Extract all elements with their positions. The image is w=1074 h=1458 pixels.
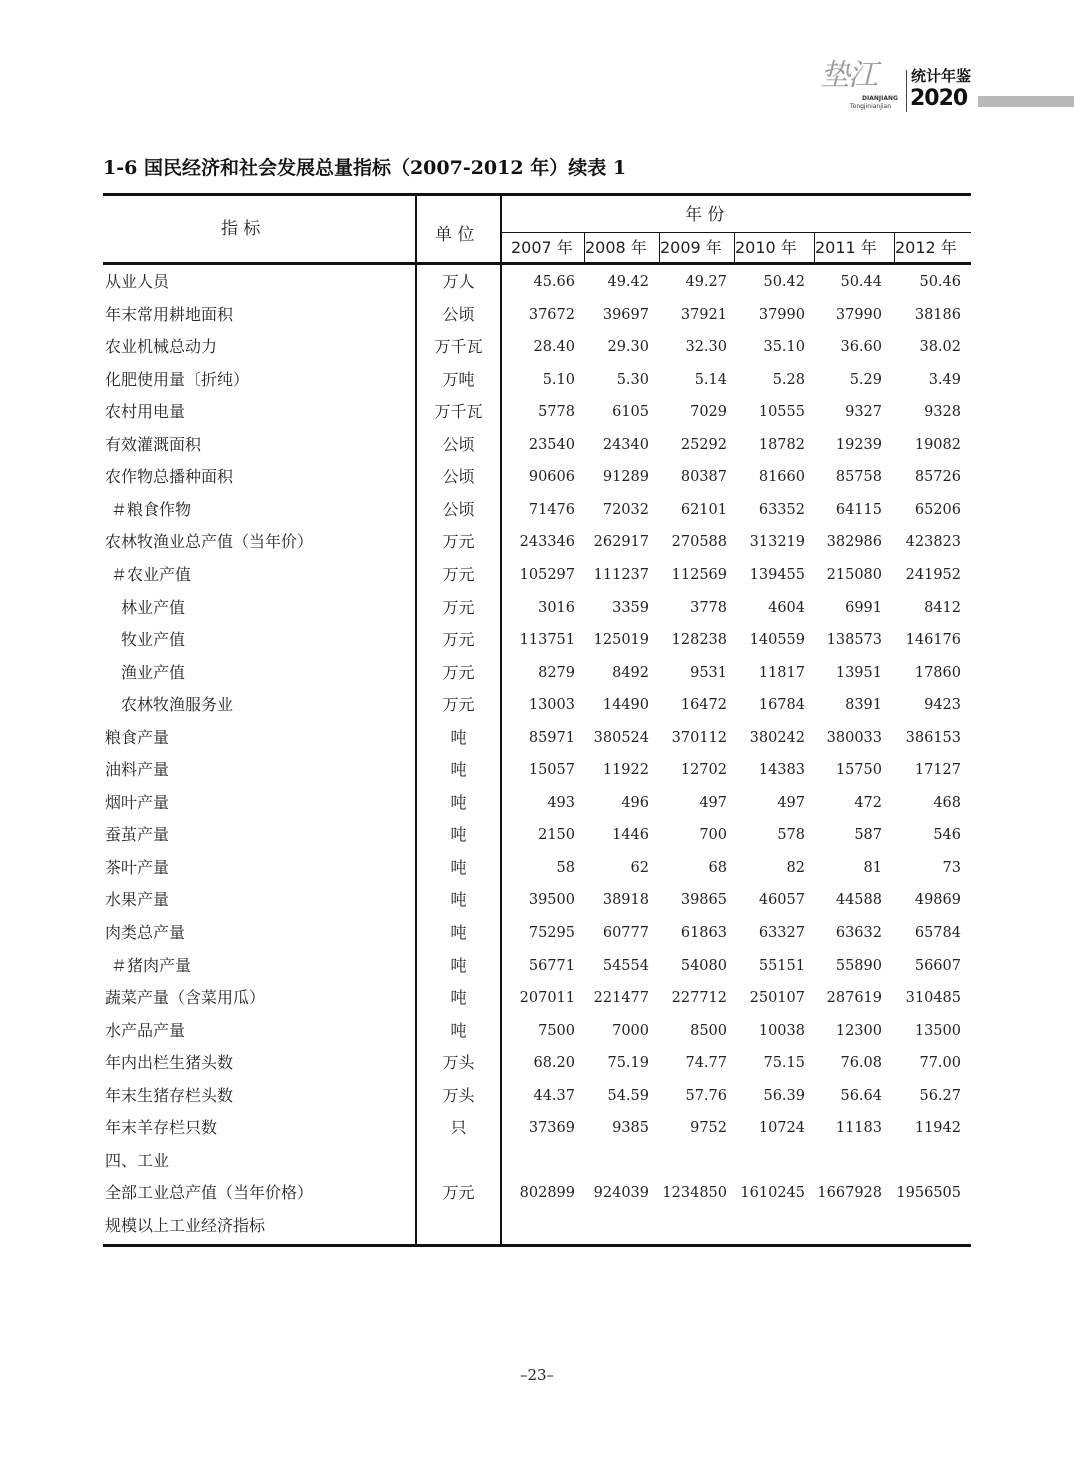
row-unit: 万元 [442,662,475,682]
value-cell-2008: 3359 [612,599,649,616]
row-unit: 吨 [450,1020,467,1040]
value-cell-2010: 55151 [758,957,805,974]
row-label: 蔬菜产量（含菜用瓜） [105,988,266,1008]
row-unit: 公顷 [442,467,475,487]
logo-pinyin-sub: Tongjinianjian [850,103,892,110]
row-label: 农作物总播种面积 [105,467,234,487]
value-cell-2009: 74.77 [685,1055,727,1072]
value-cell-2009: 25292 [680,436,727,453]
row-label: 年内出栏生猪头数 [105,1053,234,1073]
row-unit: 吨 [450,890,467,910]
value-cell-2010: 10555 [758,404,805,421]
value-cell-2008: 39697 [602,306,649,323]
row-unit: 万吨 [442,369,475,389]
value-cell-2010: 63352 [758,501,805,518]
year-header-rule [501,232,971,233]
value-cell-2009: 3778 [690,599,727,616]
year-group-header: 年 份 [685,205,725,225]
value-cell-2009: 5.14 [694,371,727,388]
value-cell-2010: 50.42 [763,274,805,290]
row-unit: 公顷 [442,499,475,519]
row-unit: 公顷 [442,434,475,454]
row-label: 牧业产值 [121,630,186,650]
table-row [103,694,971,726]
row-label: 全部工业总产值（当年价格） [105,1183,314,1203]
value-cell-2012: 65206 [914,501,961,518]
value-cell-2007: 28.40 [533,339,575,356]
value-cell-2011: 1667928 [817,1185,882,1202]
value-cell-2010: 75.15 [763,1055,805,1072]
row-unit: 吨 [450,727,467,747]
value-cell-2010: 4604 [768,599,805,616]
value-cell-2011: 215080 [826,566,882,583]
row-label: 林业产值 [121,597,186,617]
yearbook-logo [820,60,976,116]
row-unit: 万元 [442,695,475,715]
row-label: 年末生猪存栏头数 [105,1085,234,1105]
year-header-2011: 2011 年 [815,238,877,257]
value-cell-2007: 13003 [528,697,575,714]
value-cell-2010: 14383 [758,762,805,779]
value-cell-2012: 38186 [914,306,961,323]
value-cell-2011: 6991 [845,599,882,616]
value-cell-2012: 50.46 [919,274,961,290]
value-cell-2011: 15750 [835,762,882,779]
value-cell-2008: 75.19 [607,1055,649,1072]
row-label: 粮食产量 [105,727,170,747]
value-cell-2007: 105297 [519,566,575,583]
unit-header: 单 位 [435,225,475,245]
value-cell-2011: 55890 [835,957,882,974]
value-cell-2012: 146176 [905,632,961,649]
value-cell-2009: 68 [708,859,727,876]
row-unit: 万头 [442,1085,475,1105]
value-cell-2011: 63632 [835,925,882,941]
value-cell-2010: 139455 [749,566,805,583]
row-unit: 万人 [442,272,475,291]
value-cell-2011: 12300 [835,1022,882,1039]
value-cell-2012: 38.02 [919,339,961,356]
indicator-header: 指 标 [221,219,261,239]
value-cell-2011: 138573 [826,632,882,649]
table-row [103,824,971,856]
value-cell-2009: 12702 [680,762,727,779]
table-row [103,922,971,954]
value-cell-2010: 380242 [749,729,805,746]
value-cell-2008: 54.59 [607,1087,649,1104]
value-cell-2009: 9752 [690,1120,727,1137]
value-cell-2009: 270588 [671,534,727,551]
value-cell-2007: 5778 [538,404,575,421]
table-row [103,531,971,563]
value-cell-2011: 50.44 [840,274,882,290]
table-row [103,987,971,1019]
value-cell-2010: 1610245 [740,1185,805,1202]
row-unit: 吨 [450,792,467,812]
row-label: 农业机械总动力 [105,337,218,357]
row-label: 茶叶产量 [105,857,170,877]
table-row [103,759,971,791]
value-cell-2008: 1446 [612,827,649,844]
value-cell-2009: 39865 [680,892,727,909]
value-cell-2010: 37990 [758,306,805,323]
value-cell-2008: 924039 [593,1185,649,1202]
value-cell-2007: 68.20 [533,1055,575,1072]
value-cell-2011: 44588 [835,892,882,909]
value-cell-2007: 90606 [528,469,575,486]
value-cell-2007: 2150 [538,827,575,844]
table-row [103,271,971,303]
table-row [103,1182,971,1214]
value-cell-2010: 16784 [758,697,805,714]
value-cell-2012: 241952 [905,566,961,583]
value-cell-2012: 310485 [905,990,961,1007]
value-cell-2010: 313219 [749,534,805,551]
value-cell-2008: 8492 [612,664,649,681]
value-cell-2008: 62 [630,859,649,876]
value-cell-2008: 5.30 [616,371,649,388]
table-row [103,662,971,694]
value-cell-2009: 700 [699,827,727,844]
row-unit: 万元 [442,532,475,552]
value-cell-2008: 125019 [593,632,649,649]
year-header-2008: 2008 年 [585,238,647,257]
value-cell-2008: 7000 [612,1022,649,1039]
value-cell-2012: 56.27 [919,1087,961,1104]
value-cell-2007: 85971 [528,729,575,746]
year-header-2012: 2012 年 [895,238,957,257]
value-cell-2008: 54554 [602,957,649,974]
row-unit: 吨 [450,955,467,975]
row-label: 水果产量 [105,890,170,910]
value-cell-2011: 13951 [835,664,882,681]
row-unit: 只 [450,1118,467,1138]
table-row [103,1020,971,1052]
value-cell-2008: 49.42 [607,274,649,290]
value-cell-2009: 8500 [690,1022,727,1039]
table-row [103,629,971,661]
value-cell-2011: 11183 [835,1120,882,1137]
value-cell-2009: 80387 [680,469,727,486]
value-cell-2008: 11922 [602,762,649,779]
row-label: ＃粮食作物 [111,499,192,519]
row-label: 油料产量 [105,760,170,780]
value-cell-2008: 9385 [612,1120,649,1137]
logo-name: 统计年鉴 [911,67,972,85]
value-cell-2009: 62101 [680,501,727,518]
header-bar [978,96,1074,107]
value-cell-2012: 468 [933,794,961,811]
row-label: 蚕茧产量 [105,825,170,845]
value-cell-2009: 32.30 [685,339,727,356]
value-cell-2011: 587 [854,827,882,844]
value-cell-2012: 13500 [914,1022,961,1039]
row-unit: 万千瓦 [434,402,483,422]
value-cell-2012: 17127 [914,762,961,779]
value-cell-2011: 382986 [826,534,882,551]
value-cell-2012: 49869 [914,892,961,909]
value-cell-2007: 7500 [538,1022,575,1039]
value-cell-2010: 35.10 [763,339,805,356]
row-label: 水产品产量 [105,1020,186,1040]
row-unit: 吨 [450,857,467,877]
value-cell-2012: 1956505 [896,1185,961,1202]
row-label: 年末常用耕地面积 [105,304,234,324]
value-cell-2009: 497 [699,794,727,811]
value-cell-2012: 546 [933,827,961,844]
value-cell-2009: 227712 [671,990,727,1007]
value-cell-2011: 81 [863,859,882,876]
table-row [103,336,971,368]
value-cell-2009: 61863 [680,925,727,941]
value-cell-2009: 54080 [680,957,727,974]
value-cell-2008: 111237 [593,566,649,583]
logo-divider [906,70,907,112]
value-cell-2011: 76.08 [840,1055,882,1072]
statistics-table [103,193,971,1248]
row-unit: 吨 [450,825,467,845]
year-header-2009: 2009 年 [660,238,722,257]
value-cell-2009: 112569 [671,566,727,583]
logo-calligraphy: 垫江 [820,58,876,93]
value-cell-2011: 37990 [835,306,882,323]
value-cell-2012: 19082 [914,436,961,453]
value-cell-2012: 77.00 [919,1055,961,1072]
value-cell-2010: 250107 [749,990,805,1007]
value-cell-2007: 37672 [528,306,575,323]
value-cell-2008: 6105 [612,404,649,421]
row-label: 规模以上工业经济指标 [105,1215,266,1235]
row-unit: 万元 [442,564,475,584]
value-cell-2008: 24340 [602,436,649,453]
row-label: 农林牧渔业总产值（当年价） [105,532,314,552]
value-cell-2012: 9423 [924,697,961,714]
table-row [103,1117,971,1149]
value-cell-2007: 5.10 [542,371,575,388]
row-label: 四、工业 [105,1150,170,1170]
value-cell-2008: 38918 [602,892,649,909]
table-row [103,889,971,921]
value-cell-2012: 85726 [914,469,961,486]
value-cell-2007: 113751 [519,632,575,649]
row-unit: 万千瓦 [434,337,483,357]
table-row [103,564,971,596]
value-cell-2010: 63327 [758,925,805,941]
value-cell-2010: 82 [786,859,805,876]
logo-year: 2020 [910,86,968,111]
value-cell-2012: 9328 [924,404,961,421]
value-cell-2008: 262917 [593,534,649,551]
value-cell-2008: 91289 [602,469,649,486]
value-cell-2011: 380033 [826,729,882,746]
header-bottom-rule [103,262,971,265]
value-cell-2012: 386153 [905,729,961,746]
value-cell-2010: 140559 [749,632,805,649]
table-row [103,597,971,629]
row-label: ＃猪肉产量 [111,955,192,975]
value-cell-2008: 29.30 [607,339,649,356]
row-label: 农村用电量 [105,402,186,422]
value-cell-2012: 56607 [914,957,961,974]
value-cell-2011: 8391 [845,697,882,714]
table-row [103,369,971,401]
row-label: 化肥使用量〔折纯） [105,369,250,389]
value-cell-2009: 16472 [680,697,727,714]
table-row [103,401,971,433]
row-unit: 公顷 [442,304,475,324]
value-cell-2012: 17860 [914,664,961,681]
year-divider [814,232,815,263]
year-divider [734,232,735,263]
row-unit: 吨 [450,923,467,942]
table-row [103,857,971,889]
value-cell-2012: 8412 [924,599,961,616]
table-row [103,499,971,531]
value-cell-2007: 802899 [519,1185,575,1202]
row-label: 烟叶产量 [105,792,170,812]
value-cell-2012: 423823 [905,534,961,551]
value-cell-2007: 71476 [528,501,575,518]
value-cell-2007: 8279 [538,664,575,681]
value-cell-2008: 496 [621,794,649,811]
row-label: 年末羊存栏只数 [105,1118,218,1138]
value-cell-2007: 37369 [528,1120,575,1137]
logo-pinyin: DIANJIANG [862,95,898,102]
value-cell-2008: 14490 [602,697,649,714]
value-cell-2007: 58 [556,859,575,876]
value-cell-2008: 72032 [602,501,649,518]
value-cell-2011: 36.60 [840,339,882,356]
value-cell-2010: 578 [777,827,805,844]
row-unit: 万元 [442,630,475,650]
year-divider [659,232,660,263]
value-cell-2011: 287619 [826,990,882,1007]
year-divider [584,232,585,263]
value-cell-2010: 18782 [758,436,805,453]
value-cell-2009: 1234850 [662,1185,727,1202]
table-row [103,1150,971,1182]
value-cell-2009: 128238 [671,632,727,649]
row-unit: 万元 [442,1183,475,1203]
table-top-rule [103,193,971,196]
value-cell-2012: 3.49 [928,371,961,388]
page-number: –23– [519,1366,555,1384]
value-cell-2007: 44.37 [533,1087,575,1104]
value-cell-2010: 10724 [758,1120,805,1137]
table-row [103,434,971,466]
value-cell-2010: 5.28 [772,371,805,388]
value-cell-2010: 497 [777,794,805,811]
row-label: 从业人员 [105,272,170,291]
value-cell-2011: 5.29 [849,371,882,388]
year-divider [894,232,895,263]
value-cell-2011: 19239 [835,436,882,453]
value-cell-2009: 7029 [690,404,727,421]
value-cell-2009: 57.76 [685,1087,727,1104]
value-cell-2011: 85758 [835,469,882,486]
year-header-2010: 2010 年 [735,238,797,257]
year-header-2007: 2007 年 [511,238,573,257]
value-cell-2007: 75295 [528,925,575,941]
row-label: 渔业产值 [121,662,186,682]
value-cell-2011: 472 [854,794,882,811]
value-cell-2012: 65784 [914,925,961,941]
value-cell-2007: 15057 [528,762,575,779]
value-cell-2008: 60777 [602,925,649,941]
value-cell-2007: 45.66 [533,274,575,290]
value-cell-2007: 39500 [528,892,575,909]
row-label: 有效灌溉面积 [105,434,202,454]
table-title: 1-6 国民经济和社会发展总量指标（2007-2012 年）续表 1 [103,157,627,179]
row-label: 农林牧渔服务业 [121,695,234,715]
value-cell-2009: 370112 [671,729,727,746]
value-cell-2011: 56.64 [840,1087,882,1104]
row-unit: 万头 [442,1053,475,1073]
row-label: ＃农业产值 [111,564,192,584]
value-cell-2007: 493 [547,794,575,811]
table-row [103,1215,971,1247]
value-cell-2008: 380524 [593,729,649,746]
value-cell-2010: 10038 [758,1022,805,1039]
table-row [103,466,971,498]
value-cell-2011: 64115 [835,501,882,518]
value-cell-2007: 3016 [538,599,575,616]
row-label: 肉类总产量 [105,923,186,942]
value-cell-2012: 11942 [914,1120,961,1137]
value-cell-2010: 11817 [758,664,805,681]
value-cell-2007: 243346 [519,534,575,551]
value-cell-2007: 207011 [519,990,575,1007]
value-cell-2009: 49.27 [685,274,727,290]
value-cell-2008: 221477 [593,990,649,1007]
row-unit: 万元 [442,597,475,617]
value-cell-2007: 56771 [528,957,575,974]
table-row [103,955,971,987]
value-cell-2007: 23540 [528,436,575,453]
value-cell-2010: 46057 [758,892,805,909]
value-cell-2010: 56.39 [763,1087,805,1104]
value-cell-2009: 9531 [690,664,727,681]
value-cell-2012: 73 [942,859,961,876]
row-unit: 吨 [450,760,467,780]
table-row [103,792,971,824]
table-row [103,1085,971,1117]
row-unit: 吨 [450,988,467,1008]
table-row [103,727,971,759]
table-row [103,1052,971,1084]
table-row [103,304,971,336]
value-cell-2011: 9327 [845,404,882,421]
value-cell-2009: 37921 [680,306,727,323]
value-cell-2010: 81660 [758,469,805,486]
